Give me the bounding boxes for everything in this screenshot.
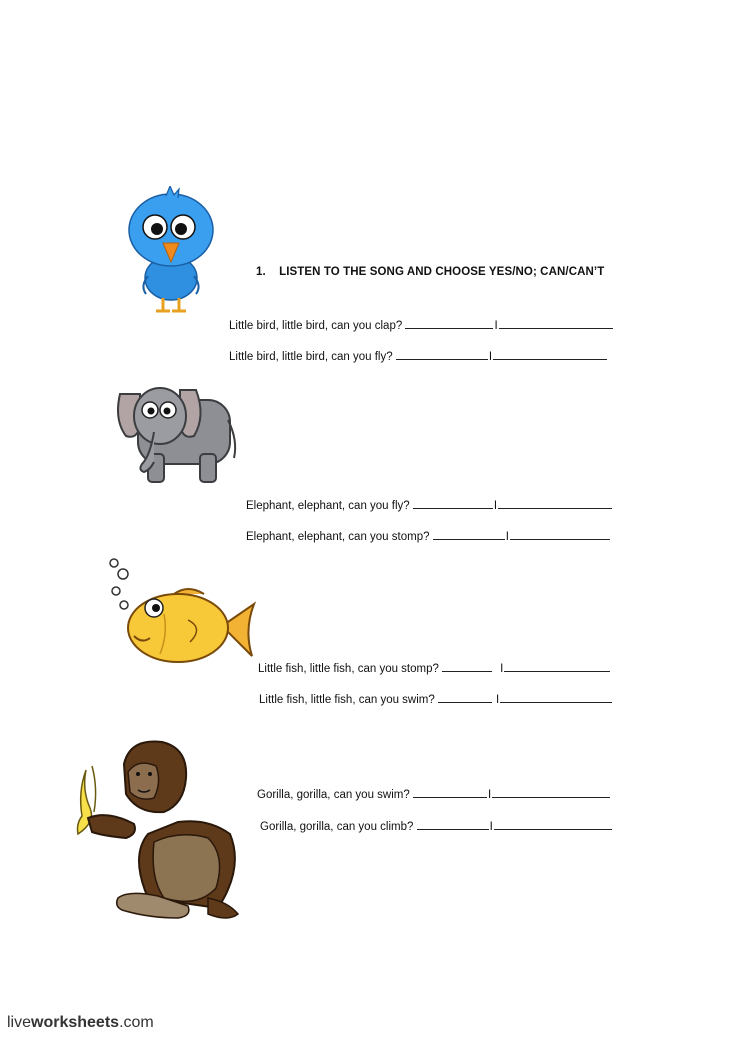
question-text: Little fish, little fish, can you stomp?: [258, 663, 439, 675]
question-text: Gorilla, gorilla, can you climb?: [260, 821, 414, 833]
task-heading: [256, 266, 604, 278]
separator: I: [487, 789, 492, 801]
logo-suffix-text: .com: [119, 1014, 154, 1031]
question-text: Little bird, little bird, can you clap?: [229, 320, 403, 332]
question-line: [246, 528, 610, 543]
answer-blank[interactable]: [405, 317, 493, 329]
logo-light-text: live: [7, 1014, 32, 1031]
separator: I: [494, 320, 498, 332]
separator: I: [488, 351, 493, 363]
question-line: [259, 691, 612, 706]
answer-blank[interactable]: [493, 348, 607, 360]
fish-icon: [104, 556, 256, 666]
answer-blank[interactable]: [417, 818, 489, 830]
question-line: [246, 497, 612, 512]
answer-blank[interactable]: [396, 348, 488, 360]
separator: I: [495, 694, 500, 706]
question-line: [229, 348, 607, 363]
answer-blank[interactable]: [510, 528, 610, 540]
answer-blank[interactable]: [494, 818, 612, 830]
answer-blank[interactable]: [442, 660, 492, 672]
logo-bold-text: worksheets: [31, 1014, 120, 1031]
question-line: [229, 317, 613, 332]
answer-blank[interactable]: [413, 786, 487, 798]
answer-blank[interactable]: [504, 660, 610, 672]
question-text: Little bird, little bird, can you fly?: [229, 351, 393, 363]
gorilla-icon: [68, 738, 248, 926]
question-text: Gorilla, gorilla, can you swim?: [257, 789, 410, 801]
separator: I: [493, 500, 498, 512]
answer-blank[interactable]: [433, 528, 505, 540]
bird-icon: [126, 186, 216, 316]
separator: I: [489, 821, 493, 833]
question-text: Elephant, elephant, can you stomp?: [246, 531, 430, 543]
answer-blank[interactable]: [498, 497, 612, 509]
question-line: [257, 786, 610, 801]
question-line: [260, 818, 612, 833]
separator: I: [505, 531, 509, 543]
separator: I: [500, 663, 504, 675]
elephant-icon: [110, 380, 240, 490]
answer-blank[interactable]: [492, 786, 610, 798]
task-instruction: LISTEN TO THE SONG AND CHOOSE YES/NO; CAN/CAN’T: [279, 266, 605, 278]
question-text: Elephant, elephant, can you fly?: [246, 500, 410, 512]
question-text: Little fish, little fish, can you swim?: [259, 694, 435, 706]
answer-blank[interactable]: [438, 691, 492, 703]
liveworksheets-logo[interactable]: [7, 1014, 154, 1032]
question-line: [258, 660, 610, 675]
answer-blank[interactable]: [500, 691, 612, 703]
task-number: 1.: [256, 266, 266, 278]
answer-blank[interactable]: [499, 317, 613, 329]
answer-blank[interactable]: [413, 497, 493, 509]
